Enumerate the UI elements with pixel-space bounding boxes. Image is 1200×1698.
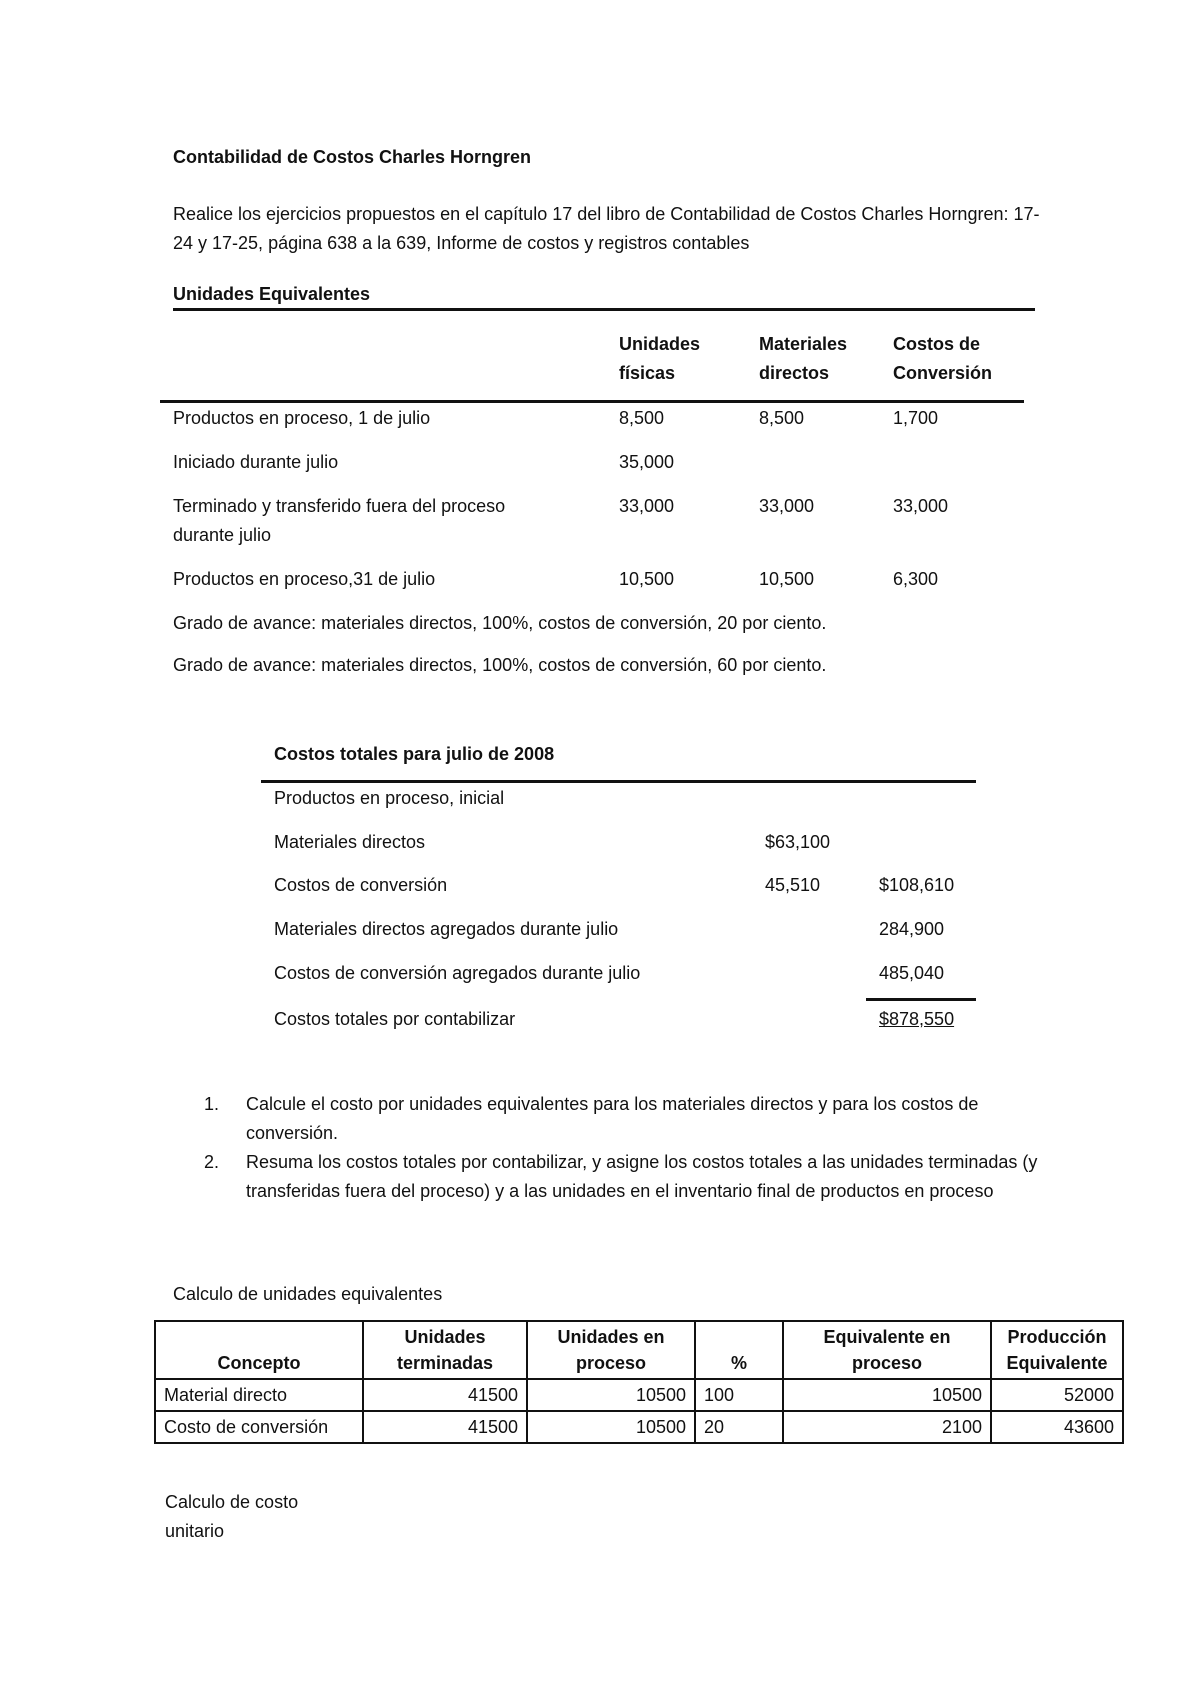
table-cell: 43600 [991, 1411, 1123, 1443]
table-cell: 41500 [363, 1411, 527, 1443]
table-cell: 10500 [783, 1379, 991, 1411]
costs-row-label: Materiales directos agregados durante julio [274, 919, 619, 939]
questions-list [204, 1090, 1044, 1206]
units-row-value: 1,700 [893, 408, 939, 428]
table-cell: Costo de conversión [155, 1411, 363, 1443]
units-row-label: Productos en proceso,31 de julio [173, 569, 436, 589]
table-cell: 2100 [783, 1411, 991, 1443]
col-header-materiales-directos: Materiales directos [759, 334, 848, 383]
costs-table-title: Costos totales para julio de 2008 [274, 744, 555, 764]
units-row-value: 35,000 [619, 452, 675, 472]
units-table-header-rule [160, 400, 1024, 403]
unit-cost-heading: Calculo de costo unitario [165, 1492, 299, 1541]
col-header-costos-conversion: Costos de Conversión [893, 334, 993, 383]
units-row-label: Productos en proceso, 1 de julio [173, 408, 431, 428]
table-header-cell: Concepto [155, 1321, 363, 1379]
costs-row-value: $63,100 [765, 832, 831, 852]
table-cell: 100 [695, 1379, 783, 1411]
costs-table-top-rule [261, 780, 976, 783]
table-header-row [155, 1321, 1123, 1379]
table-header-cell: % [695, 1321, 783, 1379]
table-header-cell: Unidades en proceso [527, 1321, 695, 1379]
document-title: Contabilidad de Costos Charles Horngren [173, 147, 532, 167]
units-row-label: Terminado y transferido fuera del proceso durante julio [173, 496, 506, 545]
calc-section-title: Calculo de unidades equivalentes [173, 1284, 443, 1304]
units-row-value: 8,500 [619, 408, 665, 428]
progress-note: Grado de avance: materiales directos, 100%, costos de conversión, 60 por ciento. [173, 655, 827, 675]
units-row-value: 10,500 [619, 569, 675, 589]
table-cell: 41500 [363, 1379, 527, 1411]
table-cell: 10500 [527, 1411, 695, 1443]
table-cell: 10500 [527, 1379, 695, 1411]
col-header-unidades-fisicas: Unidades físicas [619, 334, 701, 383]
table-cell: 52000 [991, 1379, 1123, 1411]
costs-row-label: Costos de conversión agregados durante julio [274, 963, 641, 983]
units-row-value: 6,300 [893, 569, 939, 589]
question-text: Calcule el costo por unidades equivalentes para los materiales directos y para los costos de conversión. [246, 1094, 979, 1143]
costs-row-label: Materiales directos [274, 832, 426, 852]
question-number: 2. [204, 1152, 220, 1172]
progress-note: Grado de avance: materiales directos, 100%, costos de conversión, 20 por ciento. [173, 613, 827, 633]
table-header-cell: Producción Equivalente [991, 1321, 1123, 1379]
units-row-value: 10,500 [759, 569, 815, 589]
units-row-value: 33,000 [619, 496, 675, 516]
question-text: Resuma los costos totales por contabilizar, y asigne los costos totales a las unidades terminadas (y transferidas fuera del proceso) y a las unidades en el inventario final de productos en proceso [246, 1152, 1038, 1201]
costs-row-label: Costos totales por contabilizar [274, 1009, 516, 1029]
costs-row-value: $108,610 [879, 875, 955, 895]
costs-total-value: $878,550 [879, 1009, 955, 1029]
table-header-cell: Unidades terminadas [363, 1321, 527, 1379]
table-header-cell: Equivalente en proceso [783, 1321, 991, 1379]
costs-row-label: Productos en proceso, inicial [274, 788, 505, 808]
question-number: 1. [204, 1094, 220, 1114]
equivalent-units-table [154, 1320, 1124, 1444]
units-row-value: 33,000 [759, 496, 815, 516]
units-table-title: Unidades Equivalentes [173, 284, 371, 304]
costs-total-rule [866, 998, 976, 1001]
costs-row-value: 284,900 [879, 919, 945, 939]
costs-row-value: 485,040 [879, 963, 945, 983]
table-row [155, 1379, 1123, 1411]
costs-row-value: 45,510 [765, 875, 821, 895]
units-row-label: Iniciado durante julio [173, 452, 339, 472]
costs-row-label: Costos de conversión [274, 875, 448, 895]
table-cell: 20 [695, 1411, 783, 1443]
units-row-value: 8,500 [759, 408, 805, 428]
intro-paragraph: Realice los ejercicios propuestos en el capítulo 17 del libro de Contabilidad de Costos Charles Horngren: 17-24 y 17-25, página 638 a la 639, Informe de costos y registros contables [173, 204, 1040, 253]
units-table-top-rule [173, 308, 1035, 311]
question-item [204, 1090, 1044, 1148]
units-row-value: 33,000 [893, 496, 949, 516]
question-item [204, 1148, 1044, 1206]
table-row [155, 1411, 1123, 1443]
table-cell: Material directo [155, 1379, 363, 1411]
